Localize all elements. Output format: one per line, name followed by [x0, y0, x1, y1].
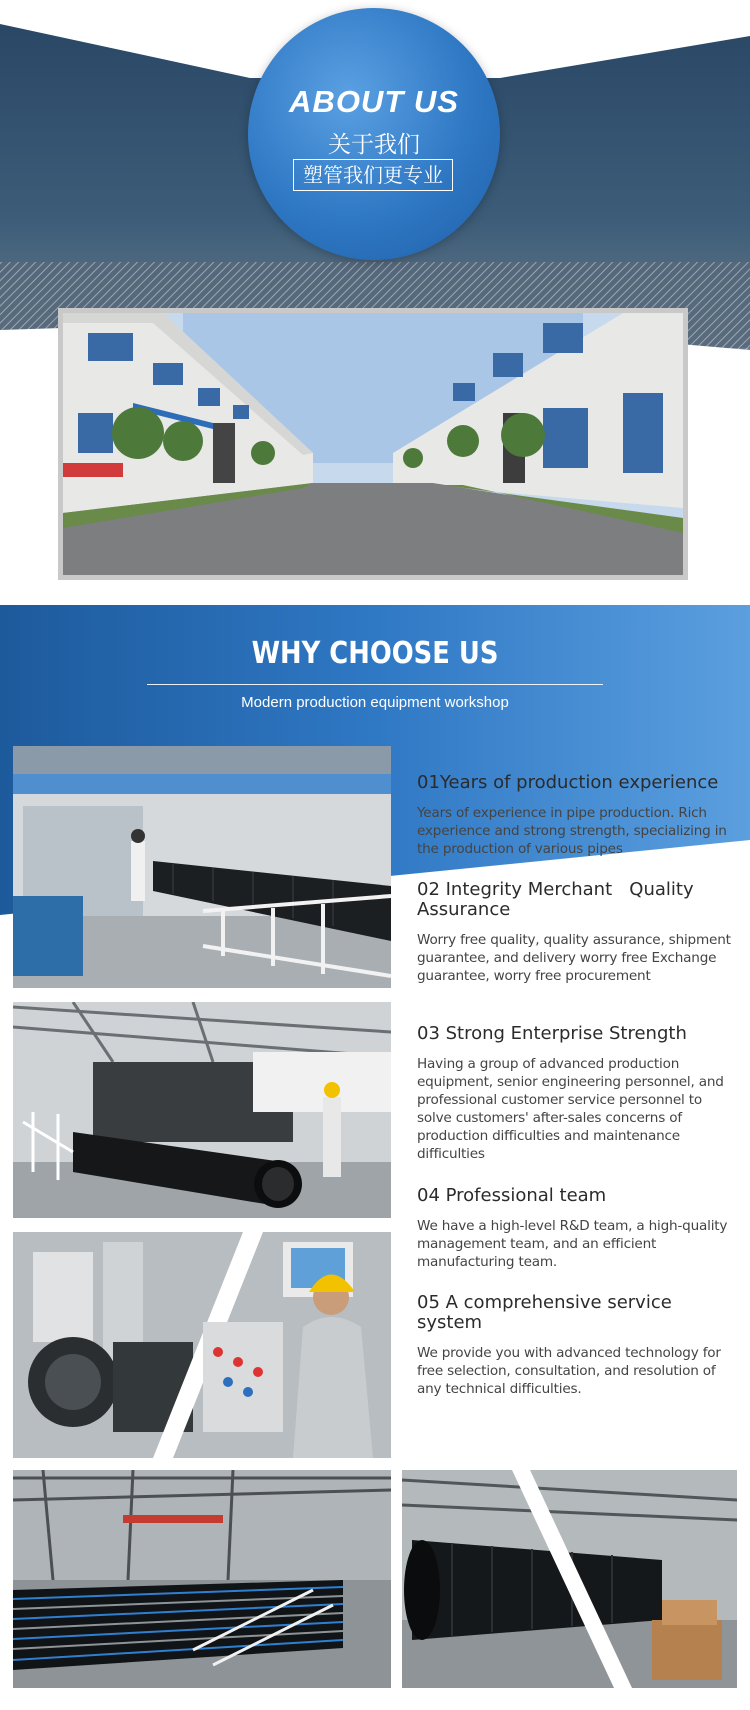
feature-5-heading: 05 A comprehensive service system	[417, 1292, 672, 1333]
why-subtitle: Modern production equipment workshop	[241, 694, 509, 711]
feature-1-text: Years of experience in pipe production. Rich experience and strong strength, specializing in the production of various pipes	[417, 805, 727, 857]
about-title: ABOUT US	[289, 84, 459, 119]
feature-4	[417, 1186, 735, 1271]
feature-1-heading: 01Years of production experience	[417, 772, 719, 793]
why-title: WHY CHOOSE US	[251, 636, 499, 671]
feature-4-heading: 04 Professional team	[417, 1185, 607, 1206]
feature-2	[417, 880, 735, 985]
feature-2-heading: 02 Integrity Merchant Quality Assurance	[417, 879, 700, 920]
feature-3	[417, 1024, 735, 1163]
hdpe-pipe-image	[13, 1002, 391, 1218]
feature-3-text: Having a group of advanced production equipment, senior engineering personnel, and professional customer service personnel to solve customers' after-sales concerns of production difficulties and maintenance difficulties	[417, 1056, 724, 1162]
feature-1	[417, 773, 735, 858]
operator-image	[13, 1232, 391, 1458]
workshop-photo-pipe-stock	[13, 1470, 391, 1688]
feature-5-text: We provide you with advanced technology for free selection, consultation, and resolution of any technical difficulties.	[417, 1345, 721, 1397]
why-divider-line	[147, 684, 603, 685]
workshop-photo-extrusion-line	[13, 746, 391, 988]
factory-street-image	[63, 313, 683, 575]
factory-street-photo	[58, 308, 688, 580]
extrusion-line-image	[13, 746, 391, 988]
workshop-photo-corrugated-pipe	[402, 1470, 737, 1688]
feature-4-text: We have a high-level R&D team, a high-quality management team, and an efficient manufacturing team.	[417, 1218, 728, 1270]
workshop-photo-hdpe-pipe	[13, 1002, 391, 1218]
about-slogan-box: 塑管我们更专业	[293, 159, 453, 191]
feature-3-heading: 03 Strong Enterprise Strength	[417, 1023, 687, 1044]
workshop-photo-operator	[13, 1232, 391, 1458]
about-circle-badge	[248, 8, 500, 260]
about-subtitle-cn: 关于我们	[328, 132, 420, 158]
feature-5	[417, 1293, 735, 1398]
feature-2-text: Worry free quality, quality assurance, shipment guarantee, and delivery worry free Exchange guarantee, worry free procurement	[417, 932, 731, 984]
pipe-stock-image	[13, 1470, 391, 1688]
corrugated-pipe-image	[402, 1470, 737, 1688]
